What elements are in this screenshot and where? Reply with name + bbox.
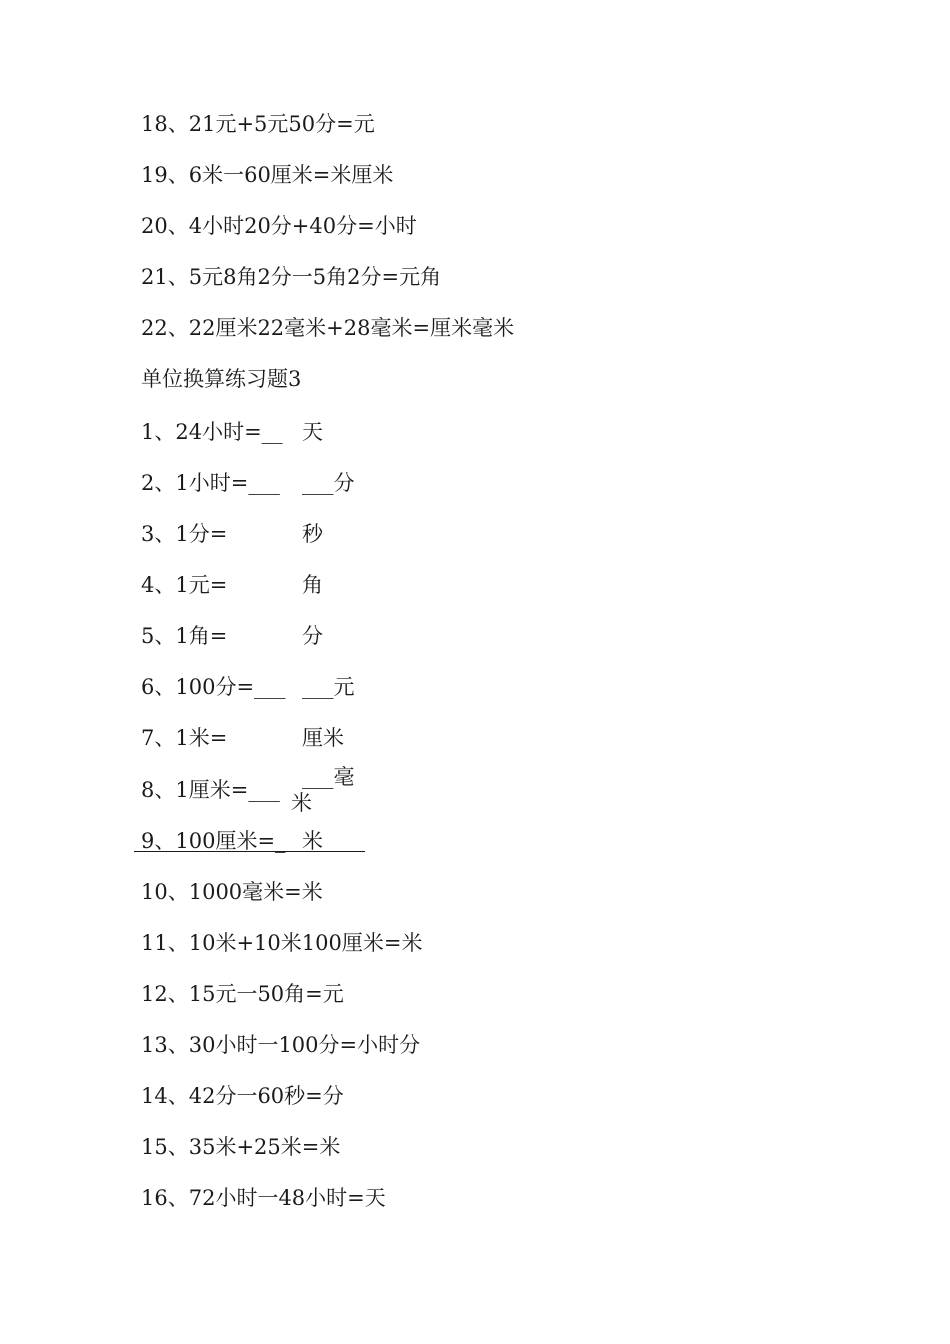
exercise-item-16: 16、72小时一48小时=天 <box>141 1186 386 1210</box>
pair-left-3: 3、1分= <box>141 522 228 546</box>
pair-left-5: 5、1角= <box>141 624 228 648</box>
pair-right-8: ___毫 <box>302 765 355 789</box>
pair-right-4: 角 <box>302 573 323 597</box>
section-title: 单位换算练习题3 <box>141 367 302 391</box>
exercise-item-12: 12、15元一50角=元 <box>141 982 344 1006</box>
exercise-item-11: 11、10米+10米100厘米=米 <box>141 931 423 955</box>
pair-left-1: 1、24小时=__ <box>141 420 283 444</box>
pair-right-6: ___元 <box>302 675 355 699</box>
pair-left-6: 6、100分=___ <box>141 675 286 699</box>
exercise-item-22: 22、22厘米22毫米+28毫米=厘米毫米 <box>141 316 515 340</box>
pair-left-7: 7、1米= <box>141 726 228 750</box>
exercise-item-18: 18、21元+5元50分=元 <box>141 112 375 136</box>
pair-left-4: 4、1元= <box>141 573 228 597</box>
pair-right-7: 厘米 <box>302 726 344 750</box>
exercise-item-21: 21、5元8角2分一5角2分=元角 <box>141 265 442 289</box>
pair-right-9: 米 <box>302 829 323 853</box>
answer-underline <box>134 851 365 852</box>
exercise-item-14: 14、42分一60秒=分 <box>141 1084 344 1108</box>
pair-left-2: 2、1小时=___ <box>141 471 280 495</box>
exercise-item-19: 19、6米一60厘米=米厘米 <box>141 163 394 187</box>
pair-left-9: 9、100厘米=_ <box>141 829 286 853</box>
exercise-item-13: 13、30小时一100分=小时分 <box>141 1033 421 1057</box>
pair-right-2: ___分 <box>302 471 355 495</box>
pair-right-1: 天 <box>302 420 323 444</box>
pair-right-3: 秒 <box>302 522 323 546</box>
pair-right-5: 分 <box>302 624 323 648</box>
pair-left-8: 8、1厘米=___ <box>141 778 280 802</box>
exercise-item-20: 20、4小时20分+40分=小时 <box>141 214 417 238</box>
pair-right-8-wrap: 米 <box>291 791 312 815</box>
exercise-item-15: 15、35米+25米=米 <box>141 1135 341 1159</box>
exercise-item-10: 10、1000毫米=米 <box>141 880 323 904</box>
